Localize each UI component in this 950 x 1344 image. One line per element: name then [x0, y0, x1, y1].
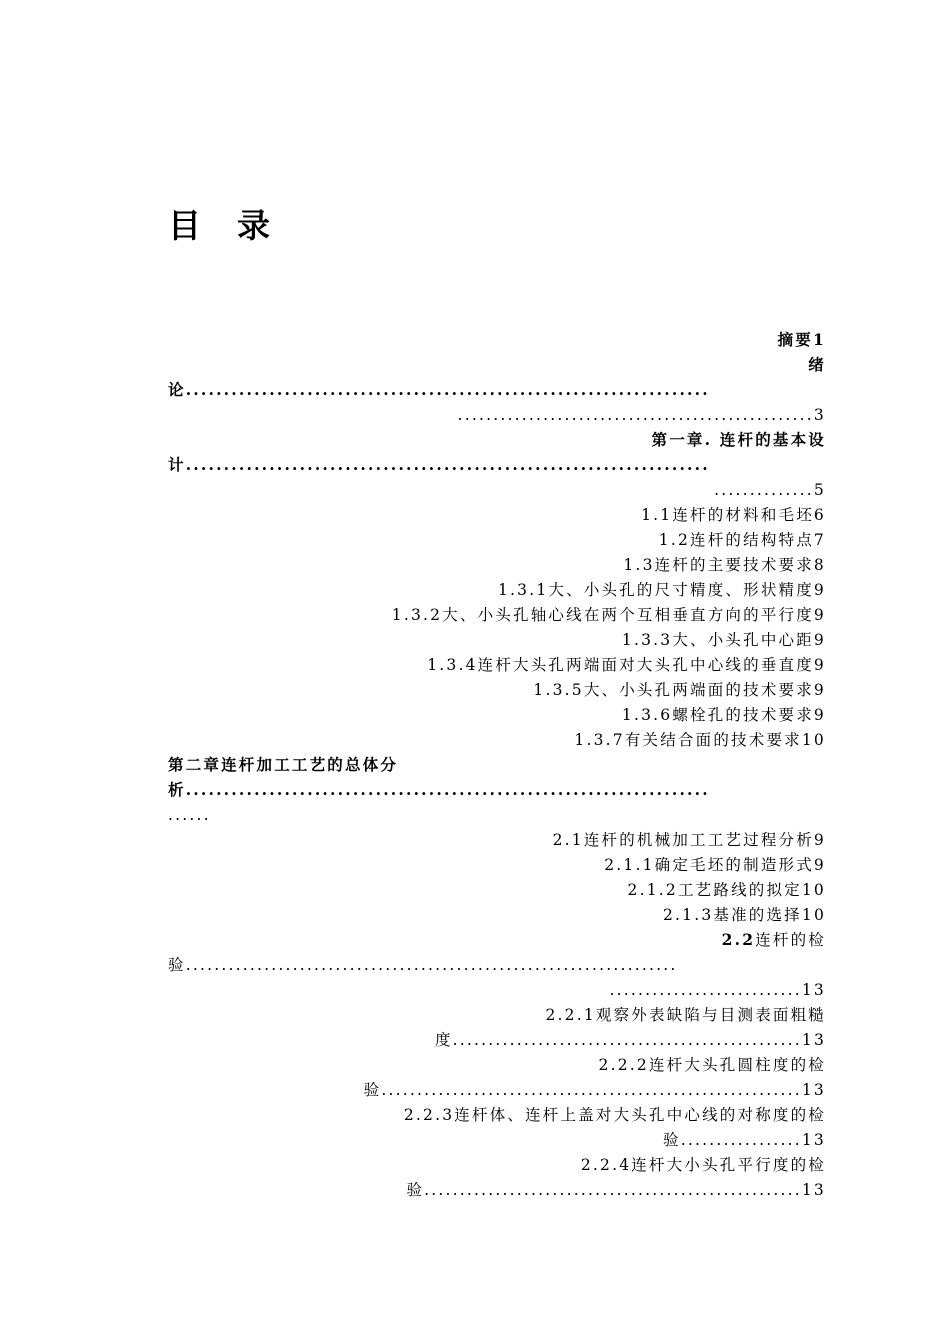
- toc-entry-2-2-page[interactable]: ...........................13: [609, 981, 826, 999]
- toc-entry-1-1[interactable]: 1.1连杆的材料和毛坯6: [641, 506, 826, 524]
- toc-entry-chapter2-leader[interactable]: 析.....................................................................: [168, 780, 710, 799]
- toc-entry-chapter2[interactable]: 第二章连杆加工工艺的总体分: [168, 755, 399, 774]
- toc-entry-1-3-7[interactable]: 1.3.7有关结合面的技术要求10: [574, 731, 826, 749]
- toc-entry-2-2-1[interactable]: 2.2.1观察外表缺陷与目测表面粗糙: [545, 1006, 826, 1024]
- toc-entry-1-3[interactable]: 1.3连杆的主要技术要求8: [623, 556, 826, 574]
- toc-entry-1-3-3[interactable]: 1.3.3大、小头孔中心距9: [621, 631, 826, 649]
- toc-entry-2-1-3[interactable]: 2.1.3基准的选择10: [662, 906, 826, 924]
- toc-entry-2-2-2-page[interactable]: 验...........................................................13: [363, 1081, 826, 1099]
- toc-entry-2-2-4[interactable]: 2.2.4连杆大小头孔平行度的检: [580, 1156, 826, 1174]
- toc-entry-2-1-2[interactable]: 2.1.2工艺路线的拟定10: [627, 881, 826, 899]
- toc-entry-chapter1-leader[interactable]: 计.....................................................................: [168, 455, 710, 474]
- toc-entry-1-3-5[interactable]: 1.3.5大、小头孔两端面的技术要求9: [533, 681, 826, 699]
- toc-entry-intro[interactable]: 绪: [808, 355, 826, 374]
- toc-entry-chapter1[interactable]: 第一章. 连杆的基本设: [651, 430, 826, 449]
- toc-entry-intro-page[interactable]: ..................................................3: [457, 406, 826, 424]
- title-char-1: 目: [168, 206, 201, 245]
- toc-entry-abstract[interactable]: 摘要1: [777, 330, 826, 349]
- toc-entry-intro-leader[interactable]: 论.....................................................................: [168, 380, 710, 399]
- page-title: [168, 200, 270, 247]
- toc-entry-2-2-leader[interactable]: 验.....................................................................: [168, 956, 678, 974]
- toc-entry-2-2-3[interactable]: 2.2.3连杆体、连杆上盖对大头孔中心线的对称度的检: [403, 1106, 826, 1124]
- toc-entry-chapter2-page[interactable]: ......: [168, 806, 211, 824]
- toc-entry-2-2-4-page[interactable]: 验.....................................................13: [406, 1181, 826, 1199]
- toc-entry-2-1[interactable]: 2.1连杆的机械加工工艺过程分析9: [552, 831, 826, 849]
- toc-entry-chapter1-page[interactable]: ..............5: [714, 481, 826, 499]
- toc-entry-2-1-1[interactable]: 2.1.1确定毛坯的制造形式9: [604, 856, 826, 874]
- toc-entry-2-2-1-page[interactable]: 度.................................................13: [434, 1031, 826, 1049]
- toc-entry-1-2[interactable]: 1.2连杆的结构特点7: [658, 531, 826, 549]
- toc-entry-1-3-4[interactable]: 1.3.4连杆大头孔两端面对大头孔中心线的垂直度9: [427, 656, 826, 674]
- toc-entry-1-3-6[interactable]: 1.3.6螺栓孔的技术要求9: [621, 706, 826, 724]
- toc-entry-1-3-1[interactable]: 1.3.1大、小头孔的尺寸精度、形状精度9: [497, 581, 826, 599]
- toc-entry-1-3-2[interactable]: 1.3.2大、小头孔轴心线在两个互相垂直方向的平行度9: [391, 606, 826, 624]
- toc-entry-2-2-3-page[interactable]: 验.................13: [663, 1131, 826, 1149]
- toc-entry-2-2[interactable]: 2.2连杆的检: [721, 930, 826, 949]
- title-char-2: 录: [237, 206, 270, 245]
- toc-entry-2-2-2[interactable]: 2.2.2连杆大头孔圆柱度的检: [598, 1056, 826, 1074]
